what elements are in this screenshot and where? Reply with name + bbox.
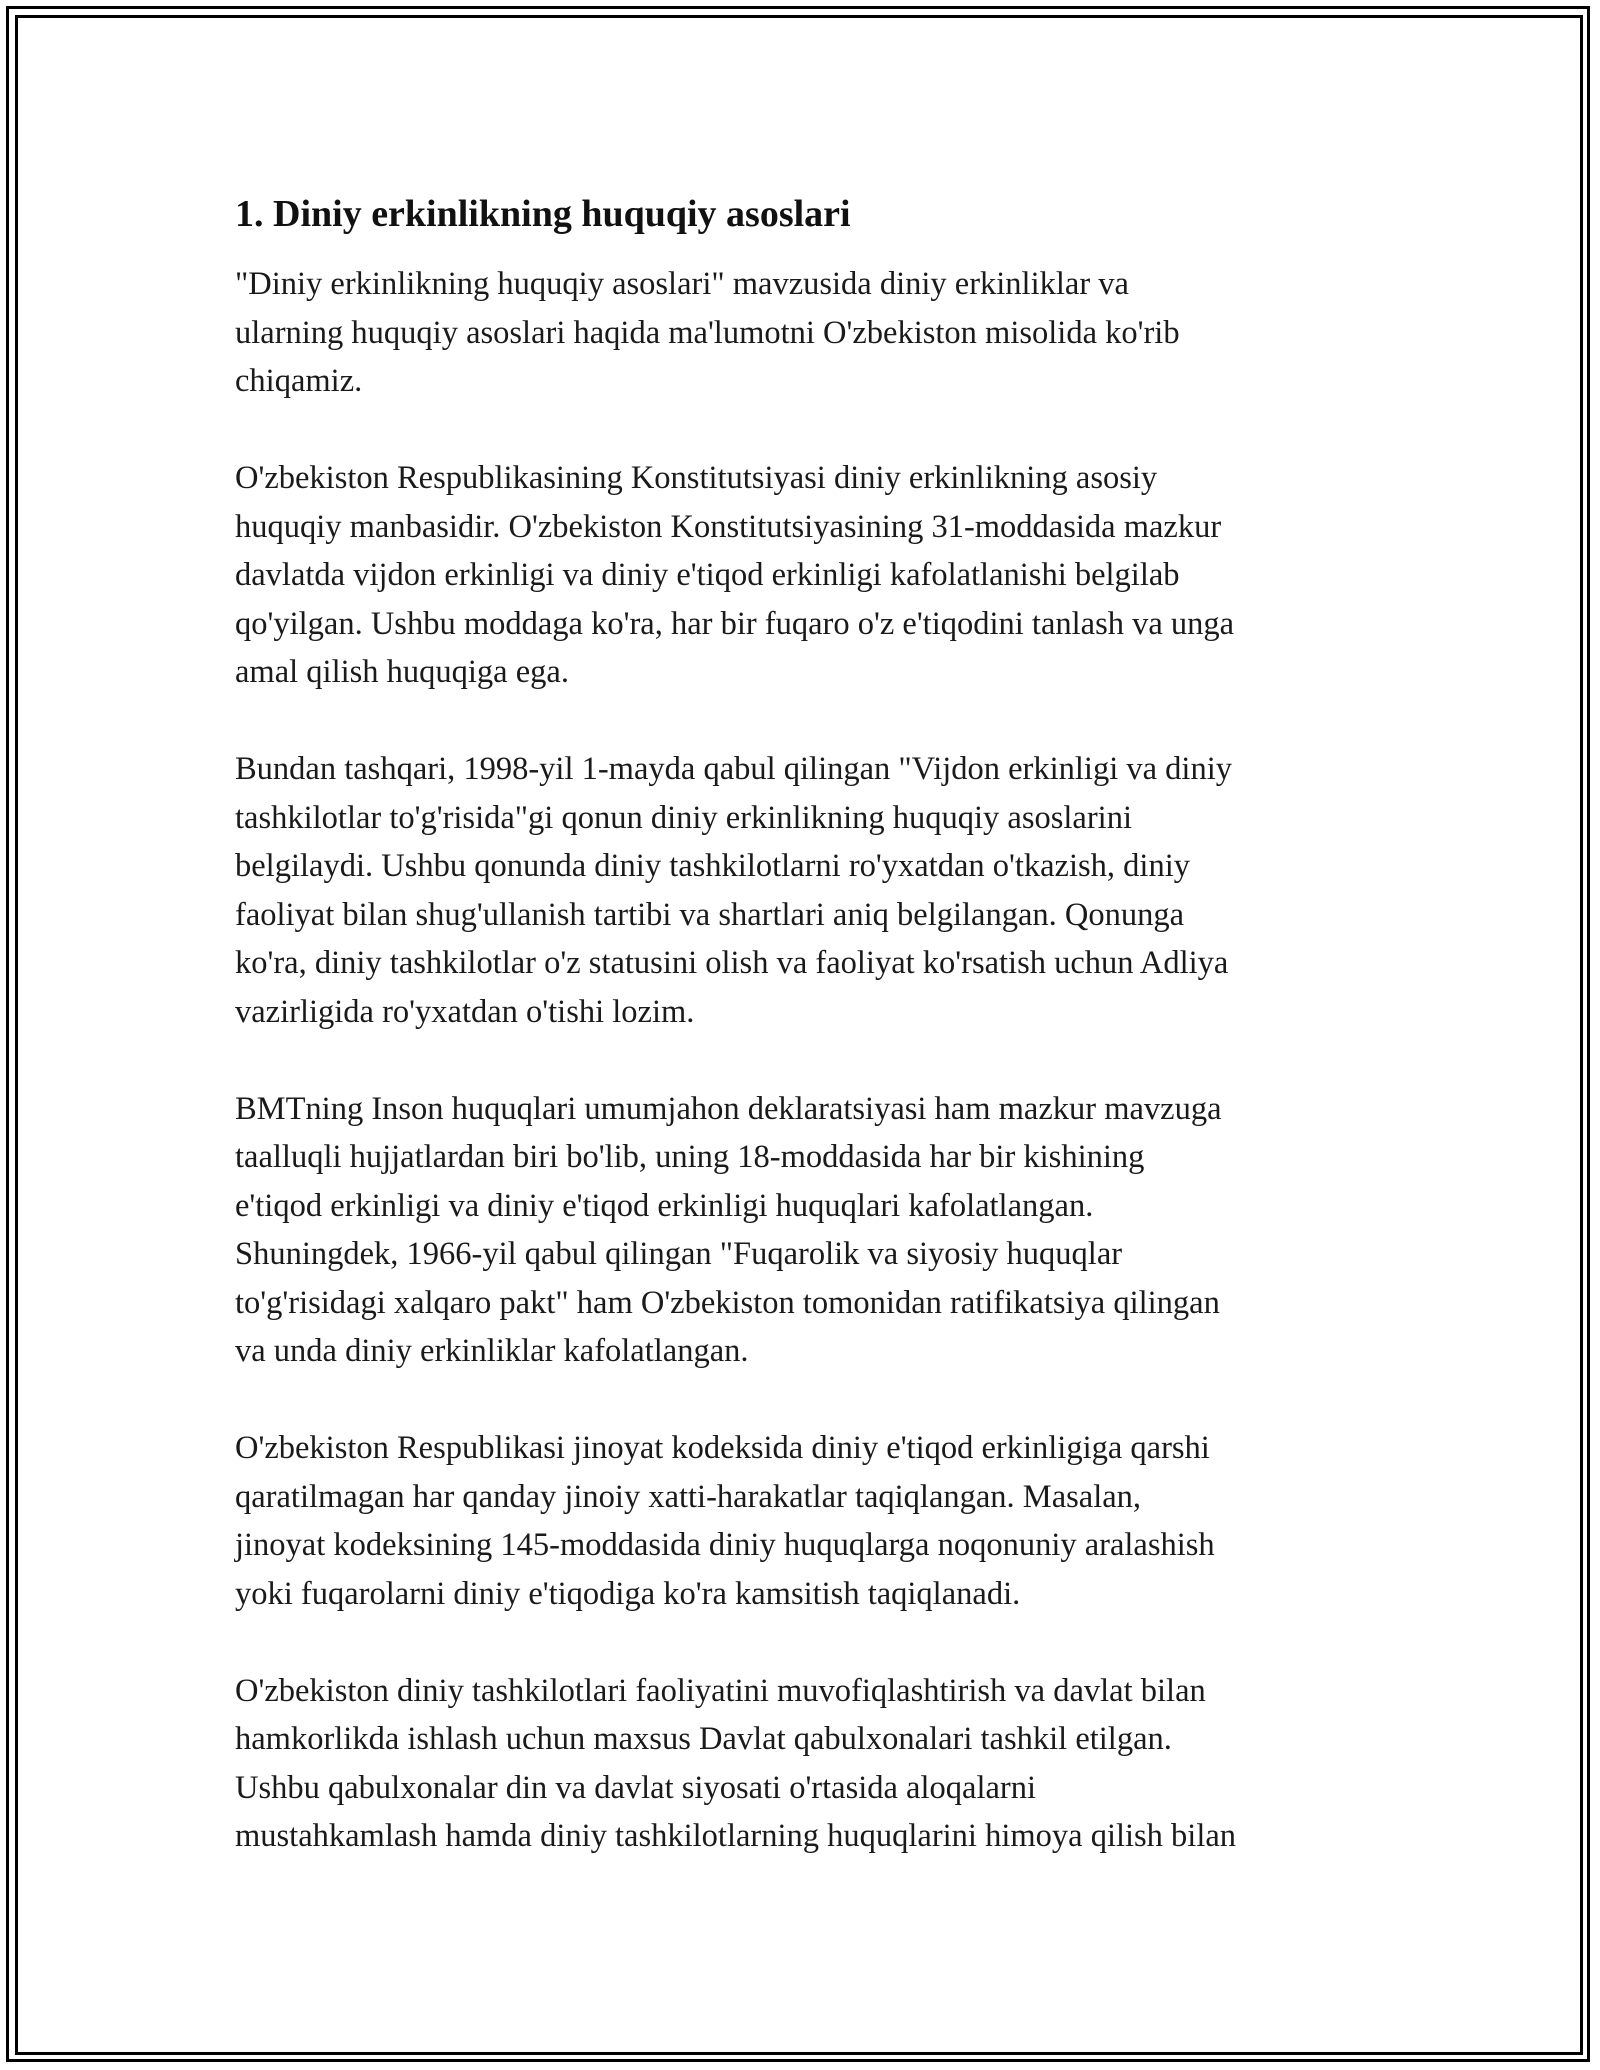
text-line: mustahkamlash hamda diniy tashkilotlarning huquqlarini himoya qilish bilan bbox=[235, 1818, 1237, 1854]
text-line: va unda diniy erkinliklar kafolatlangan. bbox=[235, 1333, 749, 1369]
paragraph-6 bbox=[235, 1667, 1375, 1861]
text-line: e'tiqod erkinligi va diniy e'tiqod erkinligi huquqlari kafolatlangan. bbox=[235, 1187, 1094, 1224]
text-line: yoki fuqarolarni diniy e'tiqodiga ko'ra kamsitish taqiqlanadi. bbox=[235, 1575, 1021, 1612]
text-line: jinoyat kodeksining 145-moddasida diniy huquqlarga noqonuniy aralashish bbox=[235, 1527, 1215, 1563]
text-line: belgilaydi. Ushbu qonunda diniy tashkilotlarni ro'yxatdan o'tkazish, diniy bbox=[235, 848, 1190, 884]
paragraph-5 bbox=[235, 1424, 1375, 1618]
text-line: chiqamiz. bbox=[235, 363, 363, 399]
text-line: faoliyat bilan shug'ullanish tartibi va shartlari aniq belgilangan. Qonunga bbox=[235, 896, 1185, 933]
paragraph-2 bbox=[235, 454, 1375, 697]
text-line: qaratilmagan har qanday jinoiy xatti-harakatlar taqiqlangan. Masalan, bbox=[235, 1478, 1142, 1515]
document-body bbox=[235, 186, 1375, 1909]
text-line: vazirligida ro'yxatdan o'tishi lozim. bbox=[235, 993, 695, 1030]
text-line: qo'yilgan. Ushbu moddaga ko'ra, har bir fuqaro o'z e'tiqodini tanlash va unga bbox=[235, 605, 1235, 642]
text-line: davlatda vijdon erkinligi va diniy e'tiqod erkinligi kafolatlanishi belgilab bbox=[235, 557, 1180, 593]
text-line: O'zbekiston diniy tashkilotlari faoliyatini muvofiqlashtirish va davlat bilan bbox=[235, 1672, 1206, 1709]
text-line: "Diniy erkinlikning huquqiy asoslari" mavzusida diniy erkinliklar va bbox=[235, 266, 1129, 302]
text-line: huquqiy manbasidir. O'zbekiston Konstitutsiyasining 31-moddasida mazkur bbox=[235, 508, 1222, 545]
text-line: Bundan tashqari, 1998-yil 1-mayda qabul qilingan "Vijdon erkinligi va diniy bbox=[235, 751, 1232, 787]
paragraph-3 bbox=[235, 745, 1375, 1036]
text-line: ko'ra, diniy tashkilotlar o'z statusini olish va faoliyat ko'rsatish uchun Adliya bbox=[235, 945, 1229, 981]
text-line: ularning huquqiy asoslari haqida ma'lumotni O'zbekiston misolida ko'rib bbox=[235, 314, 1180, 351]
text-line: BMTning Inson huquqlari umumjahon deklaratsiyasi ham mazkur mavzuga bbox=[235, 1090, 1222, 1127]
text-line: Ushbu qabulxonalar din va davlat siyosati o'rtasida aloqalarni bbox=[235, 1769, 1036, 1806]
paragraph-4 bbox=[235, 1085, 1375, 1376]
text-line: Shuningdek, 1966-yil qabul qilingan "Fuqarolik va siyosiy huquqlar bbox=[235, 1236, 1123, 1272]
text-line: O'zbekiston Respublikasi jinoyat kodeksida diniy e'tiqod erkinligiga qarshi bbox=[235, 1430, 1210, 1466]
text-line: taalluqli hujjatlardan biri bo'lib, uning 18-moddasida har bir kishining bbox=[235, 1139, 1145, 1175]
text-line: to'g'risidagi xalqaro pakt" ham O'zbekiston tomonidan ratifikatsiya qilingan bbox=[235, 1284, 1220, 1321]
text-line: tashkilotlar to'g'risida"gi qonun diniy erkinlikning huquqiy asoslarini bbox=[235, 799, 1132, 836]
text-line: O'zbekiston Respublikasining Konstitutsiyasi diniy erkinlikning asosiy bbox=[235, 460, 1158, 496]
paragraph-1 bbox=[235, 260, 1375, 406]
text-line: hamkorlikda ishlash uchun maxsus Davlat qabulxonalari tashkil etilgan. bbox=[235, 1721, 1172, 1757]
section-heading: 1. Diniy erkinlikning huquqiy asoslari bbox=[235, 193, 851, 235]
text-line: amal qilish huquqiga ega. bbox=[235, 654, 569, 690]
